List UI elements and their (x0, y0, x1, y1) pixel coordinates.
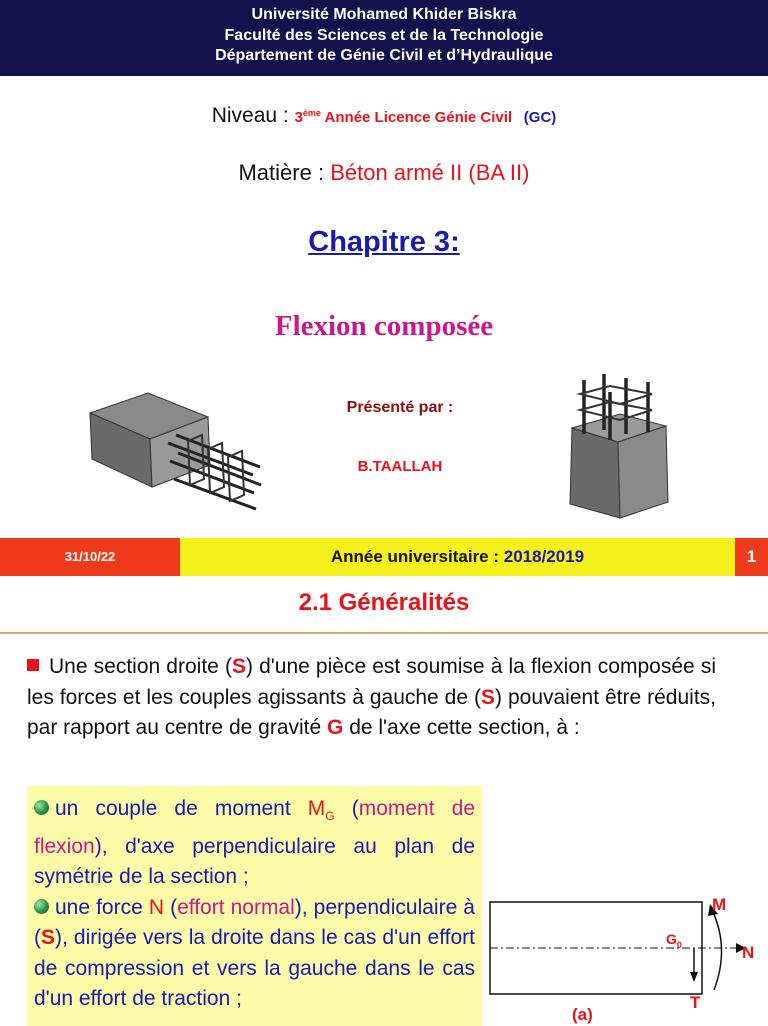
subject-label: Matière : (238, 160, 331, 185)
column-rebar-illustration (562, 370, 672, 530)
chapter-subtitle: Flexion composée (274, 310, 494, 342)
footer-date: 31/10/22 (0, 538, 180, 576)
globe-bullet-icon (34, 899, 49, 914)
forces-diagram (486, 888, 768, 1024)
definition-text: un couple de moment $M_G$ (moment de flexion), d'axe perpendiculaire au plan de symétrie de la section ; une force N (effort normal), perpendiculaire à (S), dirigée vers la droite dans le cas d'un effort de compression et vers la gauche dans le cas d'un effort de traction ; (34, 797, 475, 1011)
header-faculty: Faculté des Sciences et de la Technologie (224, 26, 544, 44)
footer-year-value: 2018/2019 (503, 547, 585, 566)
header-university: Université Mohamed Khider Biskra (251, 6, 517, 23)
level-num: 3 (294, 109, 303, 126)
level-value (295, 109, 513, 126)
presented-by-label: Présenté par : (346, 399, 454, 416)
beam-rebar-illustration (88, 383, 268, 523)
section-title: 2.1 Généralités (298, 589, 470, 616)
section-divider (0, 632, 768, 634)
level-label: Niveau : (211, 104, 295, 127)
level-text: Année Licence Génie Civil (320, 109, 513, 126)
globe-bullet-icon (34, 800, 49, 815)
definition-box (27, 786, 482, 1026)
chapter-title: Chapitre 3: (308, 226, 460, 258)
label-M: M (712, 895, 727, 914)
label-T: T (690, 993, 701, 1012)
subject-value: Béton armé II (BA II) (330, 160, 530, 185)
diagram-caption: (a) (572, 1005, 593, 1024)
footer-academic-year (180, 538, 735, 576)
level-line (0, 104, 768, 128)
level-abbr: (GC) (523, 109, 557, 126)
footer-year-label: Année universitaire : (330, 547, 504, 566)
label-G0: $G_0$ (666, 931, 682, 950)
university-header (0, 0, 768, 76)
header-department: Département de Génie Civil et d’Hydraulique (215, 47, 553, 64)
author-name: B.TAALLAH (357, 458, 443, 475)
subject-line (0, 160, 768, 186)
footer-page-number: 1 (735, 538, 768, 576)
square-bullet-icon (27, 659, 39, 671)
label-N: N (742, 943, 755, 962)
moment-arc (712, 910, 722, 990)
slide-footer (0, 538, 768, 576)
intro-paragraph: Une section droite (S) d'une pièce est soumise à la flexion composée si les forces et les couples agissants à gauche de (S) pouvaient être réduits, par rapport au centre de gravité G de l'axe cette section, à : (27, 655, 716, 739)
level-sup: ème (302, 108, 321, 118)
